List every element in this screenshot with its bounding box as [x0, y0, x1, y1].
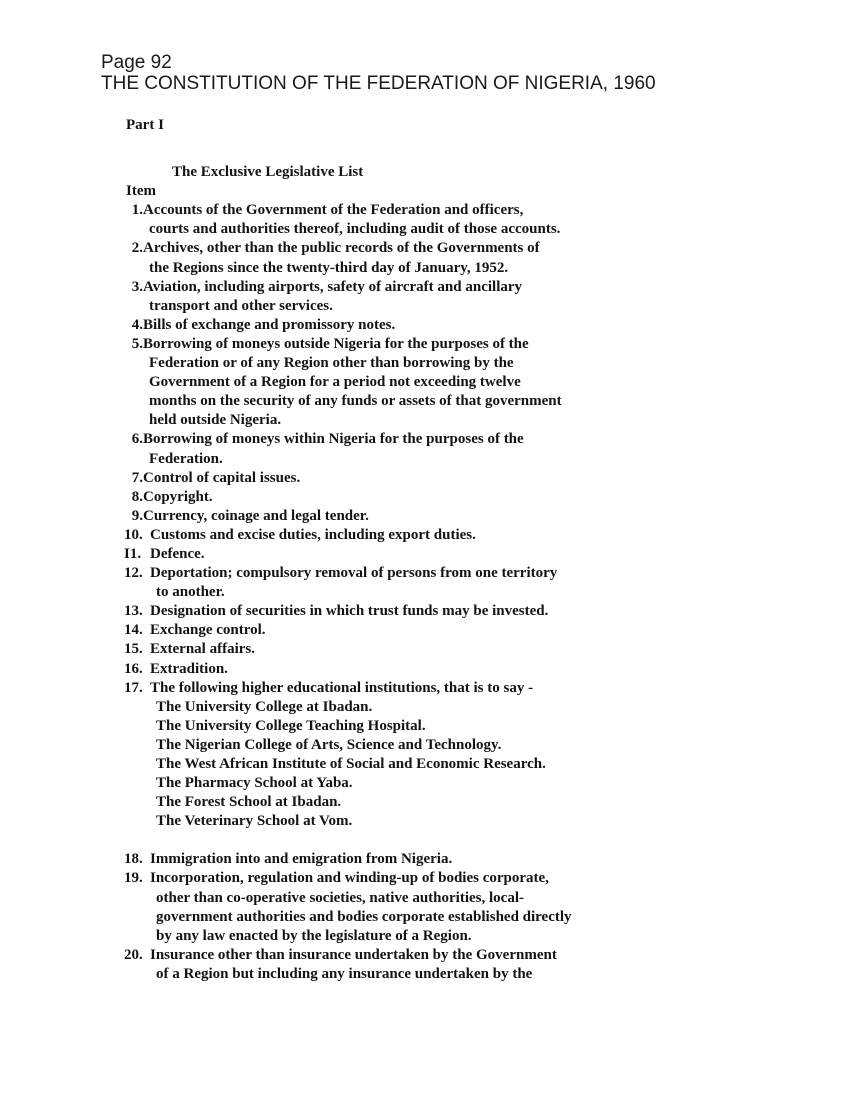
list-item	[126, 946, 572, 984]
item-text-line: Government of a Region for a period not exceeding twelve	[149, 374, 521, 391]
list-item	[126, 850, 572, 869]
item-text-line: Borrowing of moneys outside Nigeria for the purposes of the	[143, 335, 529, 352]
item-number: 18.	[124, 851, 143, 868]
item-number: 19.	[124, 870, 143, 887]
item-number: 12.	[124, 565, 143, 582]
item-text-line: Insurance other than insurance undertaken by the Government	[150, 946, 557, 963]
item-text-line: Aviation, including airports, safety of aircraft and ancillary	[143, 278, 523, 295]
list-item	[126, 621, 572, 640]
item-text-line: the Regions since the twenty-third day of January, 1952.	[149, 259, 509, 276]
page-header	[101, 52, 656, 94]
item-text-line: Defence.	[150, 545, 205, 562]
item-number: 5.	[131, 335, 143, 352]
item-text-line: The Forest School at Ibadan.	[156, 794, 342, 811]
item-text-line: Federation.	[149, 450, 223, 467]
list-item	[126, 526, 572, 545]
item-number: 13.	[124, 603, 143, 620]
item-number: 4.	[131, 316, 143, 333]
item-text-line: Control of capital issues.	[143, 469, 301, 486]
list-item	[126, 316, 572, 335]
item-number: 3.	[131, 278, 143, 295]
item-column-label: Item	[126, 183, 156, 200]
item-text-line: Extradition.	[150, 660, 228, 677]
item-text-line: Borrowing of moneys within Nigeria for the purposes of the	[143, 431, 524, 448]
list-item	[126, 640, 572, 659]
list-item	[126, 660, 572, 679]
item-text-line: Incorporation, regulation and winding-up of bodies corporate,	[150, 870, 549, 887]
item-text-line: The University College at Ibadan.	[156, 698, 373, 715]
item-number: 7.	[131, 469, 143, 486]
item-number: 10.	[124, 526, 143, 543]
item-number: 6.	[131, 431, 143, 448]
item-text-line: Bills of exchange and promissory notes.	[143, 316, 396, 333]
list-item	[126, 335, 572, 430]
list-item	[126, 430, 572, 468]
legislative-items-list	[126, 201, 572, 984]
list-item	[126, 602, 572, 621]
part-heading: Part I	[126, 117, 164, 133]
list-item	[126, 278, 572, 316]
item-text-line: held outside Nigeria.	[149, 412, 282, 429]
list-title: The Exclusive Legislative List	[172, 164, 364, 181]
document-body	[126, 116, 572, 984]
list-item	[126, 545, 572, 564]
item-number: 9.	[131, 507, 143, 524]
document-title: THE CONSTITUTION OF THE FEDERATION OF NIGERIA, 1960	[101, 73, 656, 94]
item-text-line: The University College Teaching Hospital.	[156, 717, 426, 734]
item-text-line: Deportation; compulsory removal of persons from one territory	[150, 565, 558, 582]
item-text-line: Copyright.	[143, 488, 213, 505]
item-text-line: to another.	[156, 584, 225, 601]
item-text-line: Archives, other than the public records of the Governments of	[143, 240, 540, 257]
item-text-line: The following higher educational institutions, that is to say -	[150, 679, 534, 696]
item-text-line: The Nigerian College of Arts, Science and Technology.	[156, 736, 502, 753]
item-text-line: Immigration into and emigration from Nigeria.	[150, 851, 453, 868]
page-number: Page 92	[101, 52, 172, 73]
item-text-line: government authorities and bodies corporate established directly	[156, 908, 572, 925]
item-text-line: courts and authorities thereof, including audit of those accounts.	[149, 221, 561, 238]
list-spacer	[126, 831, 572, 850]
list-item	[126, 564, 572, 602]
item-number: 2.	[131, 240, 143, 257]
item-text-line: months on the security of any funds or assets of that government	[149, 393, 562, 410]
item-text-line: External affairs.	[150, 641, 255, 658]
item-text-line: by any law enacted by the legislature of a Region.	[156, 927, 472, 944]
item-text-line: other than co-operative societies, native authorities, local-	[156, 889, 524, 906]
list-item	[126, 239, 572, 277]
list-item	[126, 679, 572, 832]
item-text-line: Federation or of any Region other than borrowing by the	[149, 355, 514, 372]
list-item	[126, 869, 572, 945]
item-number: 1.	[131, 202, 143, 219]
item-text-line: of a Region but including any insurance undertaken by the	[156, 965, 533, 982]
item-number: 15.	[124, 641, 143, 658]
item-number: 8.	[131, 488, 143, 505]
item-text-line: Designation of securities in which trust funds may be invested.	[150, 603, 549, 620]
item-number: 17.	[124, 679, 143, 696]
item-number: 14.	[124, 622, 143, 639]
item-text-line: Currency, coinage and legal tender.	[143, 507, 369, 524]
item-text-line: Accounts of the Government of the Federation and officers,	[143, 202, 524, 219]
item-number: I1.	[124, 545, 142, 562]
item-text-line: The Pharmacy School at Yaba.	[156, 775, 353, 792]
item-text-line: Exchange control.	[150, 622, 266, 639]
list-item	[126, 469, 572, 488]
item-text-line: transport and other services.	[149, 297, 333, 314]
list-item	[126, 201, 572, 239]
item-number: 16.	[124, 660, 143, 677]
item-number: 20.	[124, 946, 143, 963]
item-text-line: Customs and excise duties, including export duties.	[150, 526, 476, 543]
list-item	[126, 488, 572, 507]
item-text-line: The Veterinary School at Vom.	[156, 813, 353, 830]
list-item	[126, 507, 572, 526]
item-text-line: The West African Institute of Social and Economic Research.	[156, 756, 546, 772]
